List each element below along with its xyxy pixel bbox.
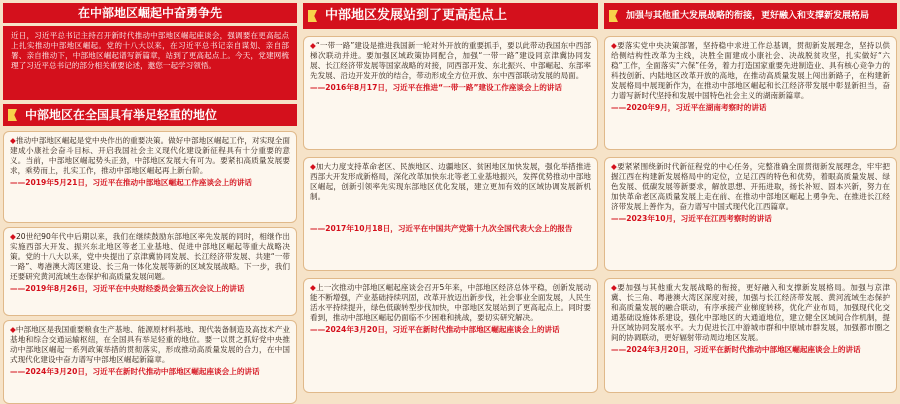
bullet-icon: ◆: [10, 136, 16, 145]
flag-icon: [609, 10, 618, 22]
banner-title: 加强与其他重大发展战略的衔接，更好融入和支撑新发展格局: [626, 11, 870, 21]
banner-title: 中部地区发展站到了更高起点上: [325, 8, 508, 23]
intro-text: 近日，习近平总书记主持召开新时代推动中部地区崛起座谈会，强调要在更高起点上扎实推动中部地区崛起。党的十八大以来，在习近平总书记亲自谋划、亲自部署、亲自推动下，中部地区崛起谱写新篇章，站到了更高起点上。今天，党建网梳理了习近平总书记的部分相关重要论述，邀您一起学习领悟。: [11, 31, 289, 70]
quote-card: [3, 227, 297, 316]
flag-icon: [8, 109, 17, 121]
flag-icon: [308, 10, 317, 22]
quote-card: [604, 157, 897, 271]
quote-source: ——2019年8月26日，习近平在中央财经委员会第五次会议上的讲话: [10, 284, 245, 293]
quote-text: ◆20世纪90年代中后期以来，我们在继续鼓励东部地区率先发展的同时，相继作出实施西部大开发、振兴东北地区等老工业基地、促进中部地区崛起等重大战略决策。党的十八大以来，党中央提出了京津冀协同发展、长江经济带发展、共建“一带一路”、粤港澳大湾区建设、长三角一体化发展等新的区域发展战略。下一步，我们还要研究黄河流域生态保护和高质量发展问题。: [10, 232, 290, 281]
quote-text: ◆“一带一路”建设是推进我国新一轮对外开放的重要抓手，要以此带动我国东中西部梯次联动并进。要加强区域政策协同配合，加强“一带一路”建设同京津冀协同发展、长江经济带发展等国家战略的对接，同西部开发、东北振兴、中部崛起、东部率先发展、沿边开发开放的结合，带动形成全方位开放、东中西部联动发展的局面。: [310, 41, 591, 80]
bullet-icon: ◆: [310, 162, 316, 171]
quote-source: ——2023年10月，习近平在江西考察时的讲话: [611, 214, 772, 223]
quote-source: ——2017年10月18日，习近平在中国共产党第十九次全国代表大会上的报告: [310, 224, 573, 233]
quote-card: [303, 157, 598, 271]
quote-source: ——2024年3月20日，习近平在新时代推动中部地区崛起座谈会上的讲话: [10, 367, 260, 376]
bullet-icon: ◆: [10, 232, 16, 241]
header-banner-1: [3, 3, 297, 23]
bullet-icon: ◆: [611, 283, 618, 292]
bullet-icon: ◆: [310, 41, 316, 50]
quote-card: [604, 278, 897, 393]
bullet-icon: ◆: [310, 283, 316, 292]
column-2: [303, 3, 598, 393]
bullet-icon: ◆: [611, 162, 618, 171]
quote-text: ◆加大力度支持革命老区、民族地区、边疆地区、贫困地区加快发展，强化举措推进西部大开发形成新格局，深化改革加快东北等老工业基地振兴，发挥优势推动中部地区崛起，创新引领率先实现东部地区优化发展，建立更加有效的区域协调发展新机制。: [310, 162, 591, 201]
bullet-icon: ◆: [611, 41, 618, 50]
quote-card: [3, 320, 297, 404]
quote-text: ◆上一次推动中部地区崛起座谈会召开5年来，中部地区经济总体平稳，创新发展动能不断增强，产业基础持续巩固，改革开放迈出新步伐，社会事业全面发展，人民生活水平持续提升，绿色低碳转型步伐加快，中部地区发展站到了更高起点上。同时要看到，推动中部地区崛起仍面临不少困难和挑战，要切实研究解决。: [310, 283, 591, 322]
quote-source: ——2019年5月21日，习近平在推动中部地区崛起工作座谈会上的讲话: [10, 178, 253, 187]
header-banner-2: [303, 3, 598, 29]
quote-source: ——2024年3月20日，习近平在新时代推动中部地区崛起座谈会上的讲话: [611, 345, 861, 354]
quote-text: ◆推动中部地区崛起是党中央作出的重要决策。做好中部地区崛起工作，对实现全面建成小康社会奋斗目标、开启我国社会主义现代化建设新征程具有十分重要的意义。当前，中部地区崛起势头正劲，中部地区发展大有可为。要紧扣高质量发展要求，乘势而上，扎实工作，推动中部地区崛起再上新台阶。: [10, 136, 291, 175]
quote-text: ◆要紧紧围绕新时代新征程党的中心任务，完整准确全面贯彻新发展理念，牢牢把握江西在构建新发展格局中的定位，立足江西的特色和优势，着眼高质量发展、绿色发展、低碳发展等新要求，解放思想、开拓进取，扬长补短、固本兴新，努力在加快革命老区高质量发展上走在前、在推动中部地区崛起上勇争先、在推进长江经济带发展上善作为，奋力谱写中国式现代化江西篇章。: [611, 162, 891, 211]
quote-source: ——2016年8月17日，习近平在推进“一带一路”建设工作座谈会上的讲话: [310, 83, 562, 92]
quote-card: [303, 36, 598, 150]
banner-title: 中部地区在全国具有举足轻重的地位: [25, 108, 218, 122]
quote-card: [3, 131, 297, 223]
banner-title: 在中部地区崛起中奋勇争先: [77, 6, 222, 20]
column-1: [3, 3, 297, 404]
quote-text: ◆中部地区是我国重要粮食生产基地、能源原材料基地、现代装备制造及高技术产业基地和综合交通运输枢纽，在全国具有举足轻重的地位。要一以贯之抓好党中央推动中部地区崛起一系列政策举措的贯彻落实，形成推动高质量发展的合力，在中国式现代化建设中奋力谱写中部地区崛起新篇章。: [10, 325, 291, 364]
section-banner-1: [3, 104, 297, 126]
intro-card: [3, 26, 297, 100]
header-banner-3: [604, 3, 897, 29]
quote-source: ——2024年3月20日，习近平在新时代推动中部地区崛起座谈会上的讲话: [310, 325, 560, 334]
column-3: [604, 3, 897, 393]
quote-text: ◆要落实党中央决策部署，坚持稳中求进工作总基调，贯彻新发展理念，坚持以供给侧结构性改革为主线，决胜全面建成小康社会、决战脱贫攻坚，扎实做好“六稳”工作，全面落实“六保”任务，着力打造国家重要先进制造业、具有核心竞争力的科技创新、内陆地区改革开放的高地，在推动高质量发展上闯出新路子，在构建新发展格局中展现新作为，在推动中部地区崛起和长江经济带发展中彰显新担当，奋力谱写新时代坚持和发展中国特色社会主义的湖南新篇章。: [611, 41, 891, 100]
quote-text: ◆要加强与其他重大发展战略的衔接，更好融入和支撑新发展格局。加强与京津冀、长三角、粤港澳大湾区深度对接，加强与长江经济带发展、黄河流域生态保护和高质量发展的融合联动，有序承接产业梯度转移，优化产业布局，加强现代化交通基础设施体系建设，强化中部地区的大通道地位，建立健全区域间合作机制，提升区域协同发展水平。大力促进长江中游城市群和中原城市群发展，加强都市圈之间的协调联动，更好辐射带动周边地区发展。: [611, 283, 890, 342]
quote-card: [303, 278, 598, 393]
quote-source: ——2020年9月，习近平在湖南考察时的讲话: [611, 103, 767, 112]
quote-card: [604, 36, 897, 150]
bullet-icon: ◆: [10, 325, 16, 334]
